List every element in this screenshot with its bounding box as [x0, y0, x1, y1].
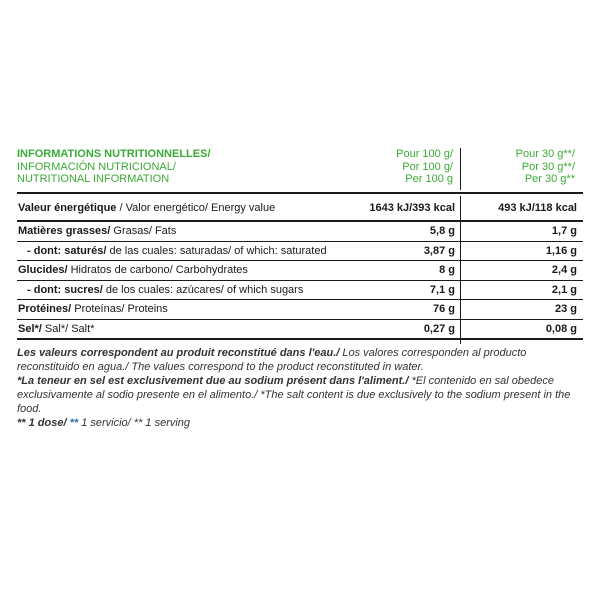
row-label-rest: Sal*/ Salt* [41, 322, 95, 335]
row-label-bold: Matières grasses/ [18, 225, 111, 238]
title-es: INFORMACIÓN NUTRICIONAL/ [17, 160, 176, 173]
column-divider-top [460, 148, 461, 190]
col1-es: Por 100 g/ [402, 160, 453, 173]
value-per-100g: 3,87 g [335, 241, 463, 261]
col2-fr: Pour 30 g**/ [515, 148, 575, 160]
value-per-30g: 493 kJ/118 kcal [463, 196, 583, 221]
col2-en: Per 30 g** [524, 173, 575, 185]
row-label [17, 261, 335, 281]
value-per-100g: 1643 kJ/393 kcal [335, 196, 463, 221]
value-per-30g: 1,7 g [463, 221, 583, 241]
footnote-text: Los valores corresponden al producto reconstituido en agua./ The values correspond to the product reconstituted in water. [17, 347, 527, 373]
footnotes [17, 346, 583, 430]
nutrition-table [17, 196, 583, 340]
col1-fr: Pour 100 g/ [396, 148, 453, 160]
row-label [17, 280, 335, 300]
table-row [17, 221, 583, 241]
header-title [17, 148, 211, 186]
row-label-rest: / Valor energético/ Energy value [116, 202, 276, 214]
table-row [17, 300, 583, 320]
title-fr: INFORMATIONS NUTRITIONNELLES/ [17, 148, 211, 160]
title-en: NUTRITIONAL INFORMATION [17, 173, 170, 185]
value-per-30g: 2,4 g [463, 261, 583, 281]
table-row [17, 319, 583, 339]
row-label [17, 241, 335, 261]
column-per-100g-header [357, 148, 453, 186]
row-label-rest: Hidratos de carbono/ Carbohydrates [67, 264, 248, 277]
column-per-30g-header [469, 148, 575, 186]
value-per-100g: 0,27 g [335, 319, 463, 339]
row-label [17, 319, 335, 339]
row-label [17, 221, 335, 241]
table-row [17, 241, 583, 261]
col2-es: Por 30 g**/ [521, 160, 575, 173]
value-per-100g: 7,1 g [335, 280, 463, 300]
row-label-bold: Protéines/ [18, 303, 72, 316]
row-label-bold: Valeur énergétique [18, 202, 117, 214]
nutrition-label [17, 148, 583, 429]
footnote-asterisks: ** [69, 417, 79, 429]
row-label-bold: Glucides/ [18, 264, 68, 277]
row-label-rest: de las cuales: saturadas/ of which: saturated [106, 244, 327, 257]
col1-en: Per 100 g [405, 173, 453, 185]
table-row [17, 261, 583, 281]
value-per-100g: 76 g [335, 300, 463, 320]
footnote-text: 1 servicio/ ** 1 serving [78, 417, 191, 429]
footnote-bold: ** 1 dose/ [17, 417, 67, 429]
row-label-rest: de los cuales: azúcares/ of which sugars [102, 283, 304, 296]
footnote-bold: Les valeurs correspondent au produit reconstitué dans l'eau./ [17, 347, 340, 359]
row-label-bold: - dont: saturés/ [27, 244, 107, 257]
value-per-30g: 0,08 g [463, 319, 583, 339]
row-label [17, 300, 335, 320]
footnote-reconstitution [17, 346, 583, 374]
value-per-30g: 1,16 g [463, 241, 583, 261]
value-per-30g: 2,1 g [463, 280, 583, 300]
value-per-30g: 23 g [463, 300, 583, 320]
footnote-salt [17, 374, 583, 416]
row-label-bold: Sel*/ [18, 322, 42, 335]
row-label-rest: Grasas/ Fats [110, 225, 177, 238]
footnote-serving [17, 416, 583, 430]
row-label-rest: Proteínas/ Proteins [71, 303, 168, 316]
table-header [17, 148, 583, 190]
table-row [17, 196, 583, 221]
value-per-100g: 5,8 g [335, 221, 463, 241]
footnote-text: *El contenido en sal obedece exclusivamente al sodio presente en el alimento./ *The salt content is due exclusively to the sodium present in the food. [17, 375, 571, 415]
footnote-bold: *La teneur en sel est exclusivement due au sodium présent dans l'aliment./ [17, 375, 409, 387]
row-label-bold: - dont: sucres/ [27, 283, 103, 296]
table-row [17, 280, 583, 300]
header-rule [17, 192, 583, 194]
value-per-100g: 8 g [335, 261, 463, 281]
row-label [17, 196, 335, 221]
